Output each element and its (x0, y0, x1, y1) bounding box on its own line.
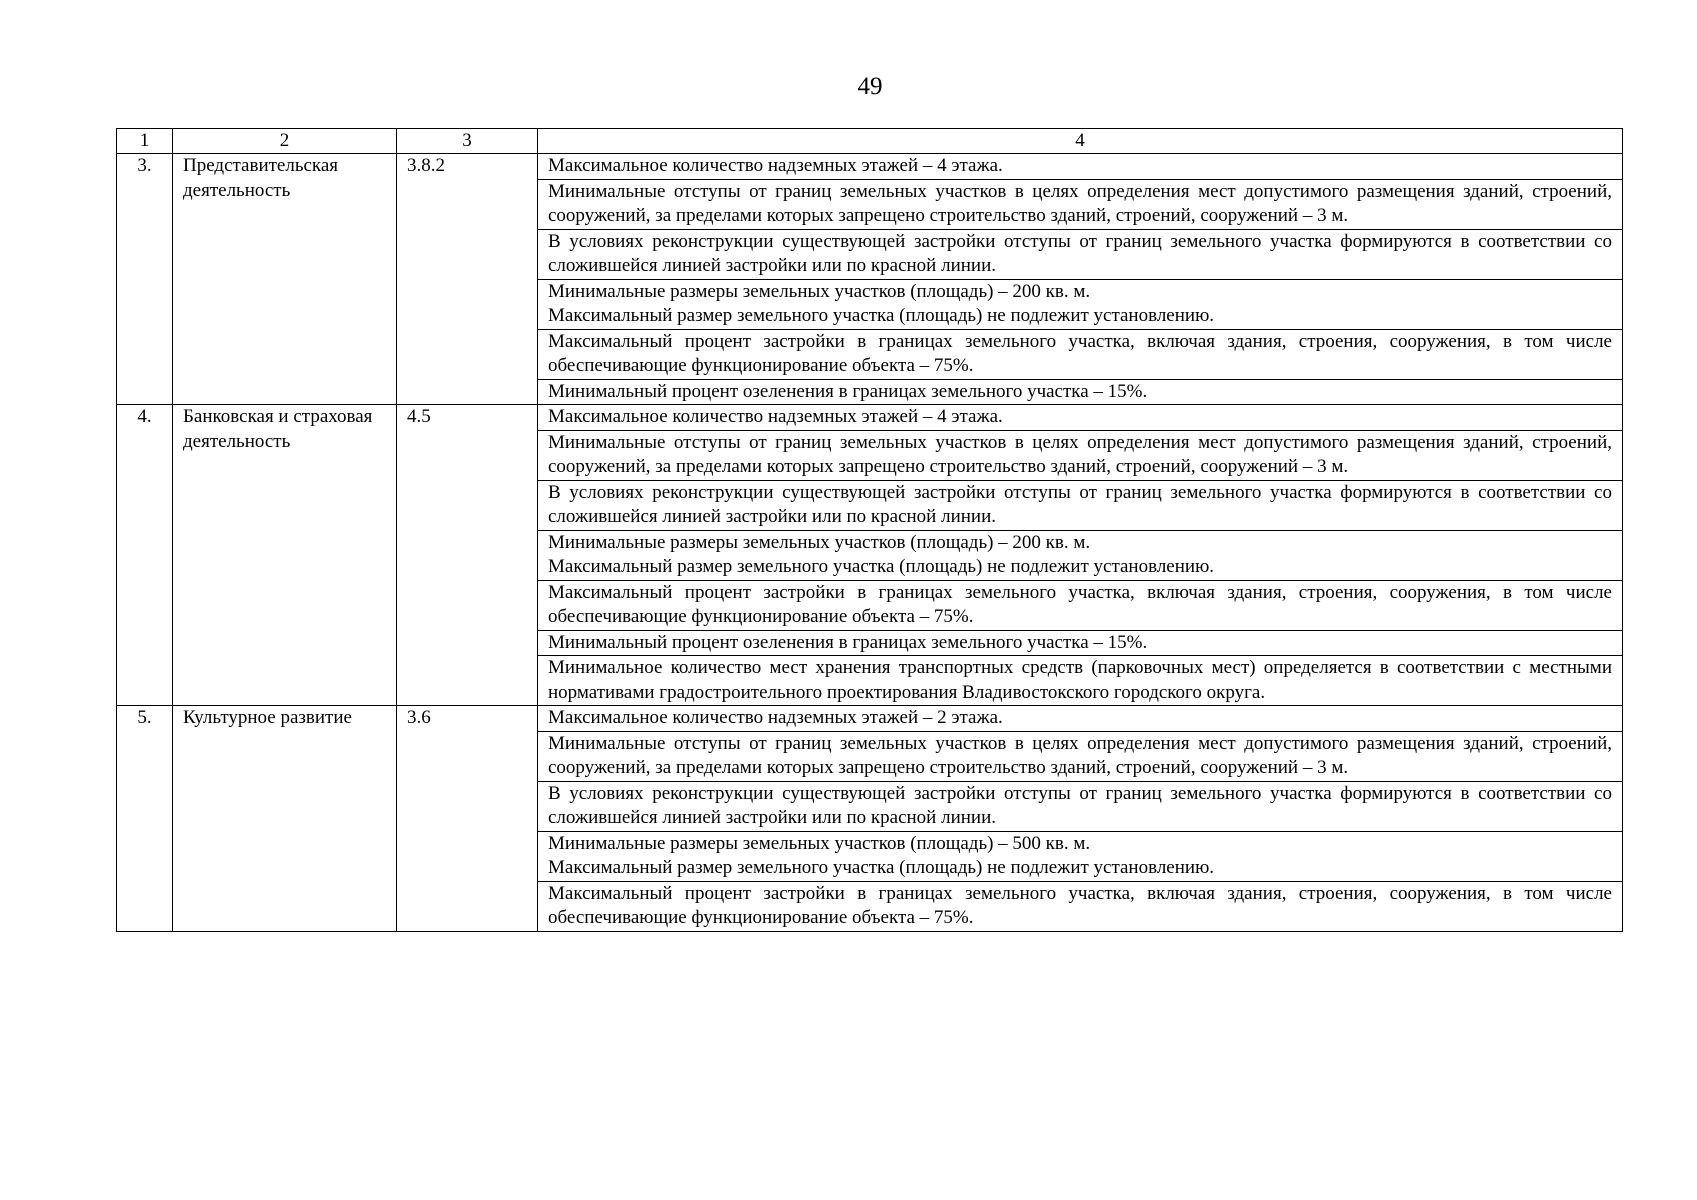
parameter-text: Минимальные отступы от границ земельных участков в целях определения мест допустимого размещения зданий, строений, сооружений, за пределами которых запрещено строительство зданий, строений, сооружений – 3 м. (548, 180, 1612, 226)
activity-code-cell: 3.6 (397, 706, 538, 932)
parameter-text: В условиях реконструкции существующей застройки отступы от границ земельного участка формируются в соответствии со сложившейся линией застройки или по красной линии. (548, 230, 1612, 276)
parameter-cell (538, 229, 1623, 279)
parameter-text: Минимальные отступы от границ земельных участков в целях определения мест допустимого размещения зданий, строений, сооружений, за пределами которых запрещено строительство зданий, строений, сооружений – 3 м. (548, 732, 1612, 778)
parameter-text: Минимальные размеры земельных участков (площадь) – 200 кв. м. (548, 531, 1091, 553)
parameter-cell (538, 731, 1623, 781)
parameter-text: Максимальный процент застройки в границах земельного участка, включая здания, строения, сооружения, в том числе обеспечивающие функционирование объекта – 75%. (548, 581, 1612, 627)
parameter-text: Минимальный процент озеленения в границах земельного участка – 15%. (548, 380, 1148, 402)
table-row (117, 405, 1623, 431)
header-row (117, 129, 1623, 154)
parameter-text: В условиях реконструкции существующей застройки отступы от границ земельного участка формируются в соответствии со сложившейся линией застройки или по красной линии. (548, 782, 1612, 828)
parameter-text: Минимальное количество мест хранения транспортных средств (парковочных мест) определяется в соответствии с местными нормативами градостроительного проектирования Владивостокского городского округа. (548, 657, 1612, 703)
activity-code-cell: 3.8.2 (397, 154, 538, 405)
parameter-cell (538, 630, 1623, 656)
activity-name-cell: Представительская деятельность (173, 154, 397, 405)
parameter-text: В условиях реконструкции существующей застройки отступы от границ земельного участка формируются в соответствии со сложившейся линией застройки или по красной линии. (548, 481, 1612, 527)
parameter-cell (538, 530, 1623, 580)
parameter-cell (538, 179, 1623, 229)
parameter-cell (538, 154, 1623, 180)
table-body (117, 129, 1623, 932)
regulations-table (116, 128, 1623, 932)
row-number-cell: 5. (117, 706, 173, 932)
activity-name-cell: Банковская и страховая деятельность (173, 405, 397, 706)
row-number-cell: 3. (117, 154, 173, 405)
header-cell-4: 4 (538, 129, 1623, 154)
page-number: 49 (857, 73, 883, 100)
parameter-cell (538, 656, 1623, 706)
parameter-cell (538, 329, 1623, 379)
parameter-text: Максимальный размер земельного участка (площадь) не подлежит установлению. (548, 305, 1215, 326)
activity-code-cell: 4.5 (397, 405, 538, 706)
parameter-text: Минимальные размеры земельных участков (площадь) – 500 кв. м. (548, 832, 1091, 854)
parameter-text: Максимальный размер земельного участка (площадь) не подлежит установлению. (548, 556, 1215, 577)
table-row (117, 154, 1623, 180)
parameter-cell (538, 379, 1623, 405)
parameter-cell (538, 781, 1623, 831)
table-row (117, 706, 1623, 732)
parameter-text: Максимальное количество надземных этажей – 4 этажа. (548, 155, 1003, 176)
parameter-cell (538, 580, 1623, 630)
parameter-cell (538, 279, 1623, 329)
parameter-cell (538, 430, 1623, 480)
header-cell-1: 1 (117, 129, 173, 154)
parameter-cell (538, 480, 1623, 530)
parameter-text: Максимальный размер земельного участка (площадь) не подлежит установлению. (548, 857, 1215, 878)
parameter-text: Максимальный процент застройки в границах земельного участка, включая здания, строения, сооружения, в том числе обеспечивающие функционирование объекта – 75%. (548, 882, 1612, 928)
parameter-text: Минимальные размеры земельных участков (площадь) – 200 кв. м. (548, 280, 1091, 302)
parameter-text: Минимальный процент озеленения в границах земельного участка – 15%. (548, 631, 1148, 653)
parameter-text: Максимальное количество надземных этажей – 4 этажа. (548, 406, 1003, 427)
parameter-cell (538, 831, 1623, 881)
parameter-cell (538, 405, 1623, 431)
header-cell-3: 3 (397, 129, 538, 154)
row-number-cell: 4. (117, 405, 173, 706)
header-cell-2: 2 (173, 129, 397, 154)
parameter-text: Максимальный процент застройки в границах земельного участка, включая здания, строения, сооружения, в том числе обеспечивающие функционирование объекта – 75%. (548, 330, 1612, 376)
activity-name-cell: Культурное развитие (173, 706, 397, 932)
parameter-cell (538, 881, 1623, 931)
parameter-cell (538, 706, 1623, 732)
parameter-text: Максимальное количество надземных этажей – 2 этажа. (548, 707, 1003, 728)
parameter-text: Минимальные отступы от границ земельных участков в целях определения мест допустимого размещения зданий, строений, сооружений, за пределами которых запрещено строительство зданий, строений, сооружений – 3 м. (548, 431, 1612, 477)
